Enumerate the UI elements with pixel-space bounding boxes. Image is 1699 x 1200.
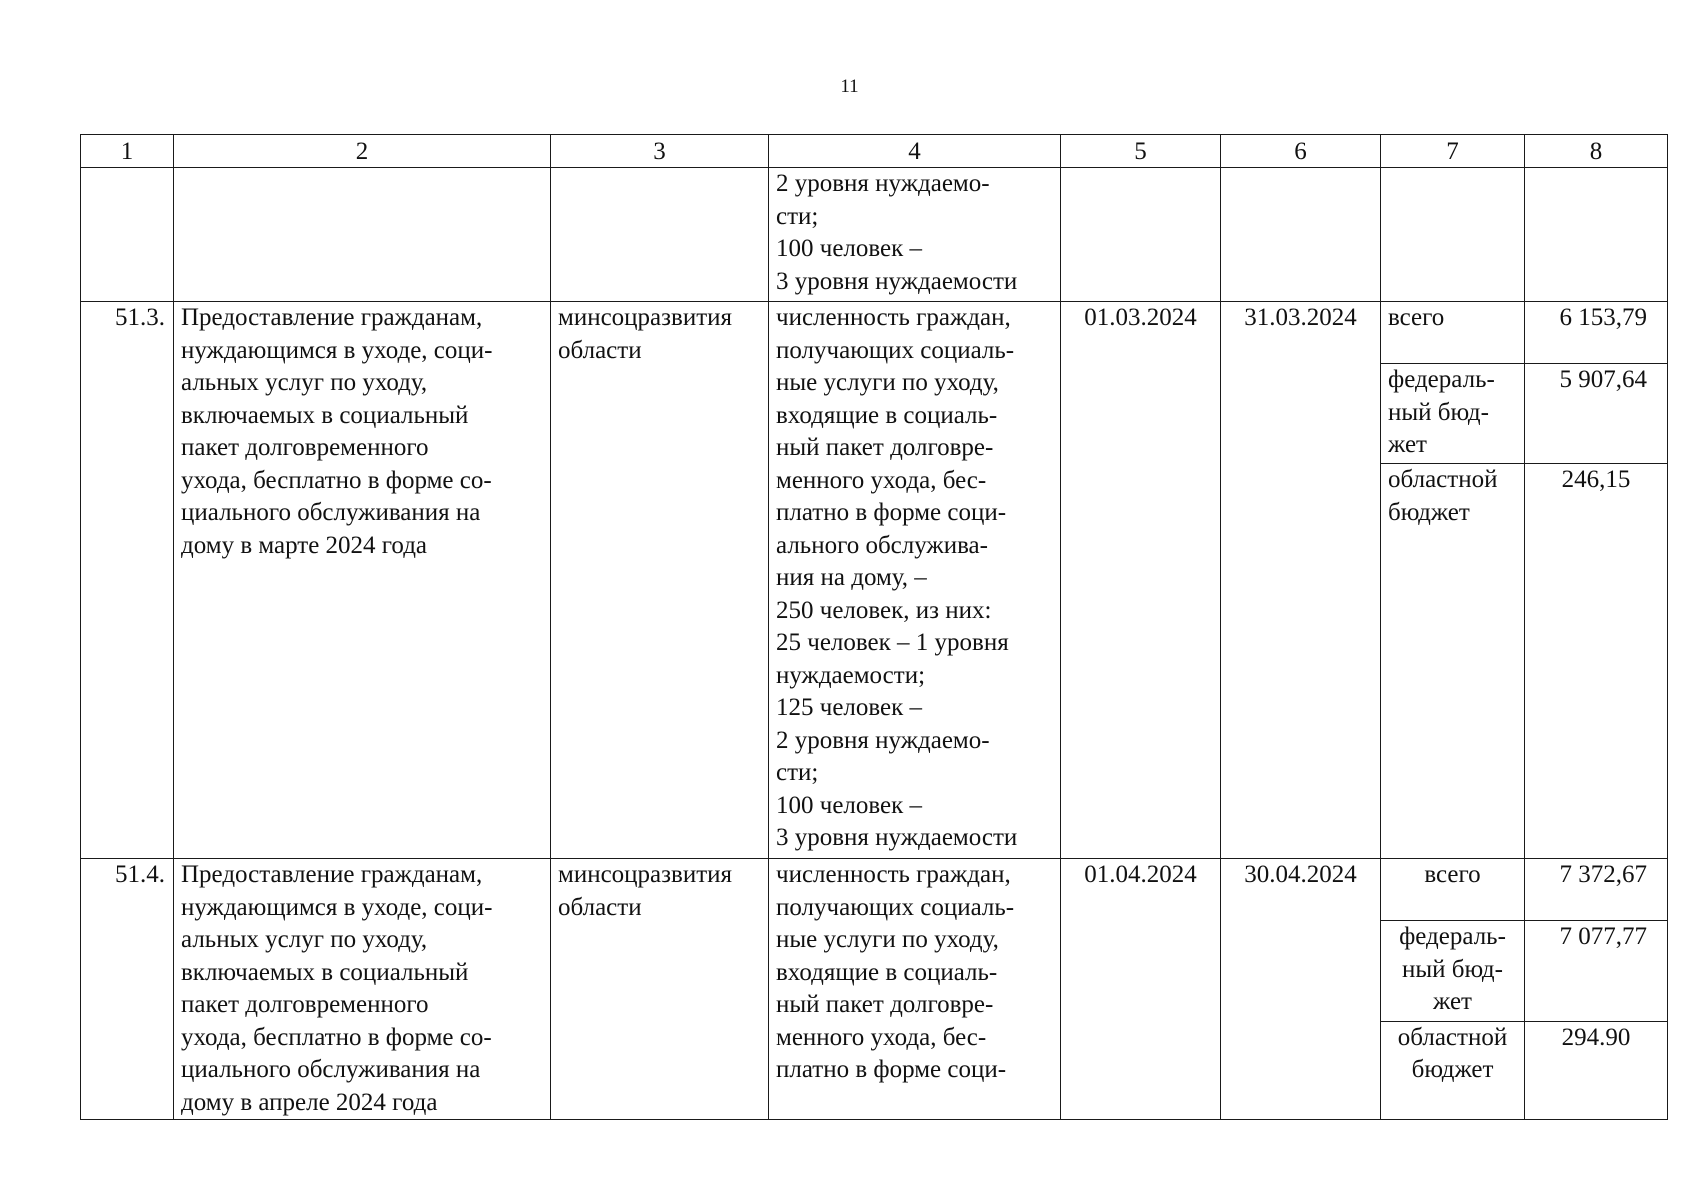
indicator-line: платно в форме соци- xyxy=(776,1056,1007,1083)
indicator-line: сти; xyxy=(776,759,819,786)
funding-source-line: федераль- xyxy=(1399,923,1506,951)
item-number: 51.4. xyxy=(81,859,174,1120)
item-indicator xyxy=(769,859,1061,1120)
column-header-5: 5 xyxy=(1061,135,1221,168)
funding-source-line: всего xyxy=(1424,861,1481,888)
executor-line: области xyxy=(558,336,642,364)
continuation-number-cell xyxy=(81,168,174,302)
item-indicator xyxy=(769,302,1061,859)
continuation-amount-cell xyxy=(1525,168,1668,302)
column-header-8: 8 xyxy=(1525,135,1668,168)
funding-source-line: бюджет xyxy=(1411,1056,1494,1084)
indicator-line: 3 уровня нуждаемости xyxy=(776,267,1018,295)
indicator-line: 25 человек – 1 уровня xyxy=(776,629,1009,656)
indicator-line: ный пакет долговре- xyxy=(776,991,994,1018)
column-number-header-row xyxy=(81,135,1668,168)
description-line: ухода, бесплатно в форме со- xyxy=(181,466,492,494)
indicator-line: сти; xyxy=(776,202,819,230)
description-line: пакет долговременного xyxy=(181,991,429,1018)
table-row-51-3 xyxy=(81,302,1668,364)
executor-line: минсоцразвития xyxy=(558,304,733,331)
measures-table xyxy=(80,134,1668,1120)
column-header-2: 2 xyxy=(174,135,551,168)
continuation-executor-cell xyxy=(551,168,769,302)
column-header-1: 1 xyxy=(81,135,174,168)
item-description xyxy=(174,859,551,1120)
item-description xyxy=(174,302,551,859)
column-header-7: 7 xyxy=(1381,135,1525,168)
funding-source-line: жет xyxy=(1433,988,1472,1016)
indicator-line: менного ухода, бес- xyxy=(776,1023,987,1051)
description-line: пакет долговременного xyxy=(181,434,429,461)
indicator-line: ния на дому, – xyxy=(776,564,927,591)
continuation-source-cell xyxy=(1381,168,1525,302)
description-line: Предоставление гражданам, xyxy=(181,861,483,888)
funding-source-line: ный бюд- xyxy=(1388,398,1489,426)
executor-line: минсоцразвития xyxy=(558,861,733,888)
start-date: 01.04.2024 xyxy=(1061,859,1221,1120)
indicator-line: 250 человек, из них: xyxy=(776,596,992,624)
indicator-line: менного ухода, бес- xyxy=(776,466,987,494)
indicator-line: 125 человек – xyxy=(776,694,923,721)
description-line: нуждающимся в уходе, соци- xyxy=(181,336,493,364)
funding-source-regional xyxy=(1381,464,1525,859)
funding-source-line: федераль- xyxy=(1388,366,1495,393)
item-executor xyxy=(551,859,769,1120)
indicator-line: ального обслужива- xyxy=(776,531,988,559)
continuation-indicator-cell xyxy=(769,168,1061,302)
item-executor xyxy=(551,302,769,859)
indicator-line: 2 уровня нуждаемо- xyxy=(776,170,990,197)
continuation-row xyxy=(81,168,1668,302)
indicator-line: входящие в социаль- xyxy=(776,958,998,986)
indicator-line: 100 человек – xyxy=(776,791,923,819)
executor-line: области xyxy=(558,893,642,921)
indicator-line: платно в форме соци- xyxy=(776,499,1007,526)
funding-source-total xyxy=(1381,859,1525,921)
funding-amount-federal: 5 907,64 xyxy=(1525,364,1668,464)
continuation-description-cell xyxy=(174,168,551,302)
funding-source-line: областной xyxy=(1388,466,1498,493)
funding-amount-regional: 294.90 xyxy=(1525,1021,1668,1119)
funding-source-line: ный бюд- xyxy=(1402,955,1503,983)
description-line: дому в апреле 2024 года xyxy=(181,1088,438,1116)
indicator-line: входящие в социаль- xyxy=(776,401,998,429)
funding-source-line: областной xyxy=(1397,1023,1508,1051)
indicator-line: численность граждан, xyxy=(776,861,1011,888)
indicator-line: получающих социаль- xyxy=(776,893,1015,921)
funding-amount-total: 7 372,67 xyxy=(1525,859,1668,921)
description-line: циального обслуживания на xyxy=(181,499,481,526)
indicator-line: 3 уровня нуждаемости xyxy=(776,824,1018,851)
indicator-line: численность граждан, xyxy=(776,304,1011,331)
description-line: включаемых в социальный xyxy=(181,401,469,429)
indicator-line: ные услуги по уходу, xyxy=(776,926,999,953)
indicator-line: 2 уровня нуждаемо- xyxy=(776,726,990,754)
funding-source-line: бюджет xyxy=(1388,498,1470,526)
indicator-line: ный пакет долговре- xyxy=(776,434,994,461)
column-header-4: 4 xyxy=(769,135,1061,168)
description-line: включаемых в социальный xyxy=(181,958,469,986)
start-date: 01.03.2024 xyxy=(1061,302,1221,859)
description-line: ухода, бесплатно в форме со- xyxy=(181,1023,492,1051)
description-line: циального обслуживания на xyxy=(181,1056,481,1083)
column-header-6: 6 xyxy=(1221,135,1381,168)
indicator-line: нуждаемости; xyxy=(776,661,926,689)
description-line: альных услуг по уходу, xyxy=(181,926,428,953)
funding-source-line: жет xyxy=(1388,431,1427,458)
continuation-start-cell xyxy=(1061,168,1221,302)
column-header-3: 3 xyxy=(551,135,769,168)
funding-source-federal xyxy=(1381,364,1525,464)
table-row-51-4 xyxy=(81,859,1668,921)
continuation-end-cell xyxy=(1221,168,1381,302)
funding-source-regional xyxy=(1381,1021,1525,1119)
page-number: 11 xyxy=(840,76,859,97)
funding-amount-federal: 7 077,77 xyxy=(1525,921,1668,1021)
indicator-line: 100 человек – xyxy=(776,235,923,262)
end-date: 31.03.2024 xyxy=(1221,302,1381,859)
description-line: альных услуг по уходу, xyxy=(181,369,428,396)
end-date: 30.04.2024 xyxy=(1221,859,1381,1120)
funding-source-total xyxy=(1381,302,1525,364)
indicator-line: получающих социаль- xyxy=(776,336,1015,364)
funding-source-federal xyxy=(1381,921,1525,1021)
funding-amount-total: 6 153,79 xyxy=(1525,302,1668,364)
funding-amount-regional: 246,15 xyxy=(1525,464,1668,859)
description-line: Предоставление гражданам, xyxy=(181,304,483,331)
funding-source-line: всего xyxy=(1388,304,1445,331)
description-line: дому в марте 2024 года xyxy=(181,531,428,559)
indicator-line: ные услуги по уходу, xyxy=(776,369,999,396)
item-number: 51.3. xyxy=(81,302,174,859)
description-line: нуждающимся в уходе, соци- xyxy=(181,893,493,921)
